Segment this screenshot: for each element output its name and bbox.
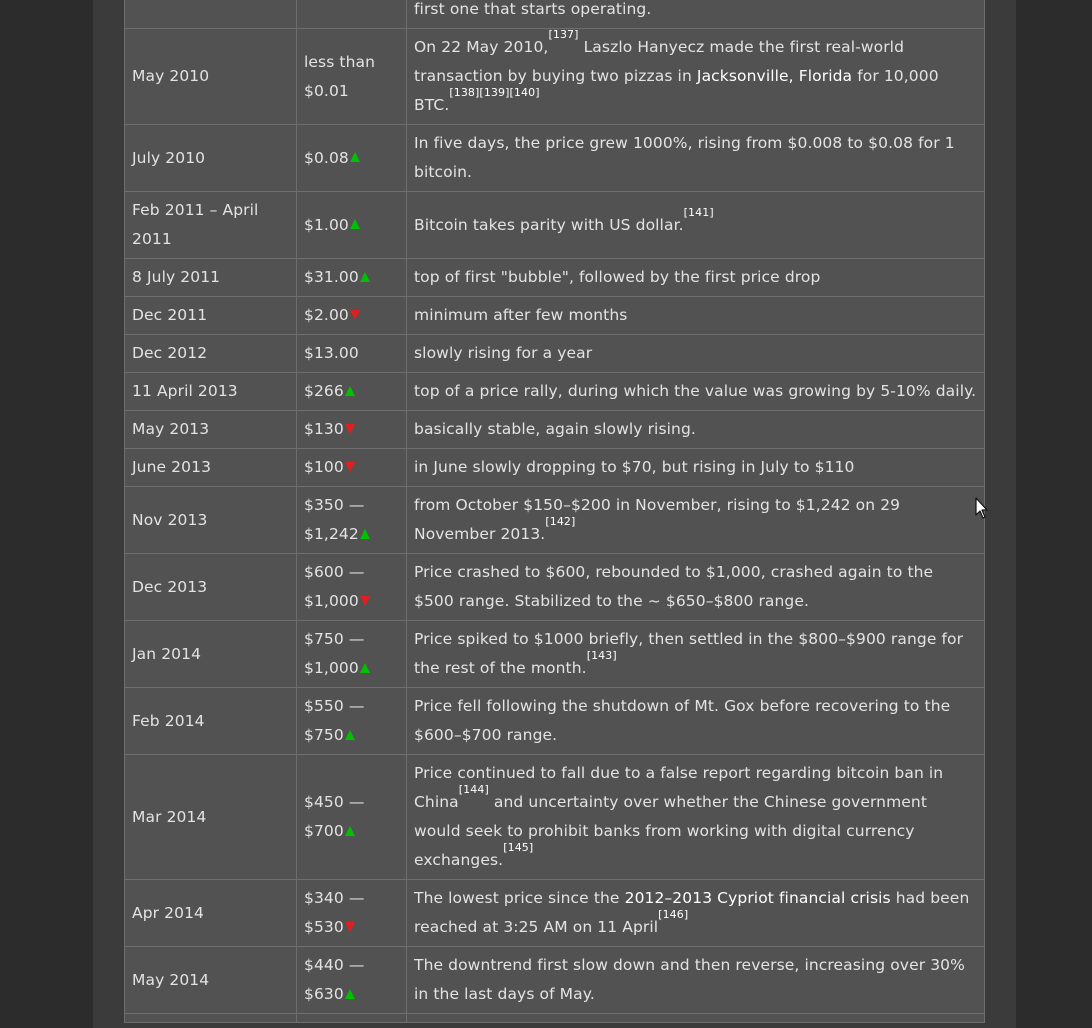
price-text: $600 — bbox=[304, 563, 365, 581]
description-cell bbox=[407, 29, 985, 125]
date-cell: May 2013 bbox=[125, 411, 297, 449]
table-row bbox=[125, 880, 985, 947]
price-text: $130 bbox=[304, 420, 344, 438]
date-cell: Jan 2014 bbox=[125, 621, 297, 688]
price-cell bbox=[297, 947, 407, 1014]
price-cell bbox=[297, 373, 407, 411]
description-cell bbox=[407, 621, 985, 688]
description-text: Price spiked to $1000 briefly, then settled in the $800–$900 range for the rest of the month. bbox=[414, 630, 964, 677]
description-cell bbox=[407, 192, 985, 259]
table-row bbox=[125, 259, 985, 297]
description-cell bbox=[407, 449, 985, 487]
price-text: $750 bbox=[304, 726, 344, 744]
description-cell bbox=[407, 755, 985, 880]
table-row bbox=[125, 947, 985, 1014]
table-row bbox=[125, 621, 985, 688]
date-cell: Feb 2014 bbox=[125, 688, 297, 755]
table-row bbox=[125, 125, 985, 192]
price-cell bbox=[297, 621, 407, 688]
price-text: $1,000 bbox=[304, 592, 359, 610]
table-row bbox=[125, 411, 985, 449]
price-text: $700 bbox=[304, 822, 344, 840]
table-row bbox=[125, 554, 985, 621]
price-text: $450 — bbox=[304, 793, 365, 811]
price-cell bbox=[297, 487, 407, 554]
description-text: Bitcoin takes parity with US dollar. bbox=[414, 215, 684, 234]
description-text: Price continued to fall due to a false report regarding bitcoin ban in China bbox=[414, 764, 944, 811]
price-text: $340 — bbox=[304, 889, 365, 907]
table-row bbox=[125, 373, 985, 411]
date-cell: Apr 2014 bbox=[125, 880, 297, 947]
description-text: In five days, the price grew 1000%, rising from $0.008 to $0.08 for 1 bitcoin. bbox=[414, 134, 955, 181]
price-cell bbox=[297, 125, 407, 192]
citation-link[interactable]: [145] bbox=[503, 841, 534, 854]
price-text: $530 bbox=[304, 918, 344, 936]
triangle-up-icon bbox=[360, 272, 370, 282]
description-cell bbox=[407, 297, 985, 335]
description-text: in June slowly dropping to $70, but rising in July to $110 bbox=[414, 458, 855, 476]
date-cell: May 2010 bbox=[125, 29, 297, 125]
triangle-down-icon bbox=[345, 424, 355, 434]
price-text: $750 — bbox=[304, 630, 365, 648]
triangle-up-icon bbox=[350, 152, 360, 162]
description-text: The lowest price since the bbox=[414, 889, 625, 907]
price-cell bbox=[297, 449, 407, 487]
price-cell bbox=[297, 554, 407, 621]
price-text: $350 — bbox=[304, 496, 365, 514]
table-row bbox=[125, 1014, 985, 1023]
triangle-up-icon bbox=[360, 663, 370, 673]
date-cell: 11 April 2013 bbox=[125, 373, 297, 411]
price-cell bbox=[297, 0, 407, 29]
article-link[interactable]: 2012–2013 Cypriot financial crisis bbox=[624, 889, 891, 907]
description-text: from October $150–$200 in November, rising to $1,242 on 29 November 2013. bbox=[414, 496, 901, 543]
triangle-down-icon bbox=[360, 596, 370, 606]
triangle-down-icon bbox=[345, 922, 355, 932]
description-cell bbox=[407, 373, 985, 411]
table-row bbox=[125, 449, 985, 487]
price-cell bbox=[297, 755, 407, 880]
price-text: $2.00 bbox=[304, 306, 349, 324]
date-cell: Mar 2014 bbox=[125, 755, 297, 880]
description-cell bbox=[407, 1014, 985, 1023]
description-text: Price fell following the shutdown of Mt. Gox before recovering to the $600–$700 range. bbox=[414, 697, 951, 744]
mouse-pointer-icon bbox=[975, 497, 989, 519]
description-cell bbox=[407, 554, 985, 621]
price-cell bbox=[297, 192, 407, 259]
price-text: $0.01 bbox=[304, 81, 349, 100]
date-cell: Feb 2011 – April 2011 bbox=[125, 192, 297, 259]
bitcoin-price-history-table bbox=[124, 0, 985, 1023]
triangle-up-icon bbox=[345, 730, 355, 740]
date-cell: Dec 2013 bbox=[125, 554, 297, 621]
price-cell bbox=[297, 259, 407, 297]
price-text: $1,000 bbox=[304, 659, 359, 677]
date-cell: 8 July 2011 bbox=[125, 259, 297, 297]
citation-link[interactable]: [142] bbox=[545, 515, 576, 528]
price-cell bbox=[297, 1014, 407, 1023]
citation-link[interactable]: [141] bbox=[683, 205, 714, 219]
date-cell: June 2013 bbox=[125, 449, 297, 487]
table-row bbox=[125, 0, 985, 29]
date-cell: Nov 2013 bbox=[125, 487, 297, 554]
table-row bbox=[125, 29, 985, 125]
price-cell bbox=[297, 880, 407, 947]
article-link[interactable]: Jacksonville, Florida bbox=[696, 67, 853, 85]
price-text: $266 bbox=[304, 382, 344, 400]
description-cell bbox=[407, 947, 985, 1014]
price-text: $440 — bbox=[304, 956, 365, 974]
price-cell bbox=[297, 29, 407, 125]
triangle-up-icon bbox=[345, 386, 355, 396]
description-text: On 22 May 2010, bbox=[414, 38, 549, 56]
date-cell: May 2014 bbox=[125, 947, 297, 1014]
citation-link[interactable]: [137] bbox=[548, 28, 579, 41]
description-text: slowly rising for a year bbox=[414, 344, 593, 362]
triangle-up-icon bbox=[345, 826, 355, 836]
table-row bbox=[125, 487, 985, 554]
citation-link[interactable]: [144] bbox=[458, 783, 489, 796]
table-row bbox=[125, 297, 985, 335]
description-cell bbox=[407, 259, 985, 297]
price-cell bbox=[297, 335, 407, 373]
price-text: $1,242 bbox=[304, 525, 359, 543]
description-text: and uncertainty over whether the Chinese government would seek to prohibit banks from working with digital currency exchanges. bbox=[414, 793, 928, 869]
description-text: for 10,000 BTC. bbox=[414, 67, 939, 114]
table-row bbox=[125, 192, 985, 259]
description-cell bbox=[407, 411, 985, 449]
triangle-up-icon bbox=[360, 529, 370, 539]
price-cell bbox=[297, 688, 407, 755]
citation-link[interactable]: [138][139][140] bbox=[449, 86, 540, 99]
description-text: The downtrend first slow down and then reverse, increasing over 30% in the last days of May. bbox=[414, 956, 965, 1003]
description-text: top of first "bubble", followed by the first price drop bbox=[414, 268, 821, 286]
description-cell bbox=[407, 335, 985, 373]
description-cell bbox=[407, 880, 985, 947]
price-cell bbox=[297, 297, 407, 335]
citation-link[interactable]: [143] bbox=[586, 649, 617, 662]
triangle-up-icon bbox=[345, 989, 355, 999]
description-cell bbox=[407, 487, 985, 554]
description-text: basically stable, again slowly rising. bbox=[414, 420, 696, 438]
description-text: first one that starts operating. bbox=[414, 0, 652, 18]
date-cell bbox=[125, 0, 297, 29]
price-text: $31.00 bbox=[304, 268, 359, 286]
date-cell bbox=[125, 1014, 297, 1023]
price-text: $0.08 bbox=[304, 148, 349, 167]
price-text: $630 bbox=[304, 985, 344, 1003]
description-cell bbox=[407, 688, 985, 755]
table-row bbox=[125, 755, 985, 880]
price-text: $550 — bbox=[304, 697, 365, 715]
description-text: Laszlo Hanyecz made the first real-world transaction by buying two pizzas in bbox=[414, 38, 905, 85]
triangle-up-icon bbox=[350, 219, 360, 229]
date-cell: July 2010 bbox=[125, 125, 297, 192]
table-row bbox=[125, 688, 985, 755]
price-text: $13.00 bbox=[304, 344, 359, 362]
triangle-down-icon bbox=[350, 310, 360, 320]
table-row bbox=[125, 335, 985, 373]
date-cell: Dec 2011 bbox=[125, 297, 297, 335]
date-cell: Dec 2012 bbox=[125, 335, 297, 373]
price-text: less than bbox=[304, 52, 376, 71]
description-cell bbox=[407, 0, 985, 29]
description-cell bbox=[407, 125, 985, 192]
table-body bbox=[125, 0, 985, 1023]
description-text: had been reached at 3:25 AM on 11 April bbox=[414, 889, 970, 936]
price-cell bbox=[297, 411, 407, 449]
price-text: $100 bbox=[304, 458, 344, 476]
description-text: top of a price rally, during which the value was growing by 5-10% daily. bbox=[414, 382, 977, 400]
description-text: Price crashed to $600, rebounded to $1,000, crashed again to the $500 range. Stabilized to the ~ $650–$800 range. bbox=[414, 563, 934, 610]
triangle-down-icon bbox=[345, 462, 355, 472]
citation-link[interactable]: [146] bbox=[658, 908, 689, 921]
description-text: minimum after few months bbox=[414, 306, 628, 324]
price-text: $1.00 bbox=[304, 215, 349, 234]
